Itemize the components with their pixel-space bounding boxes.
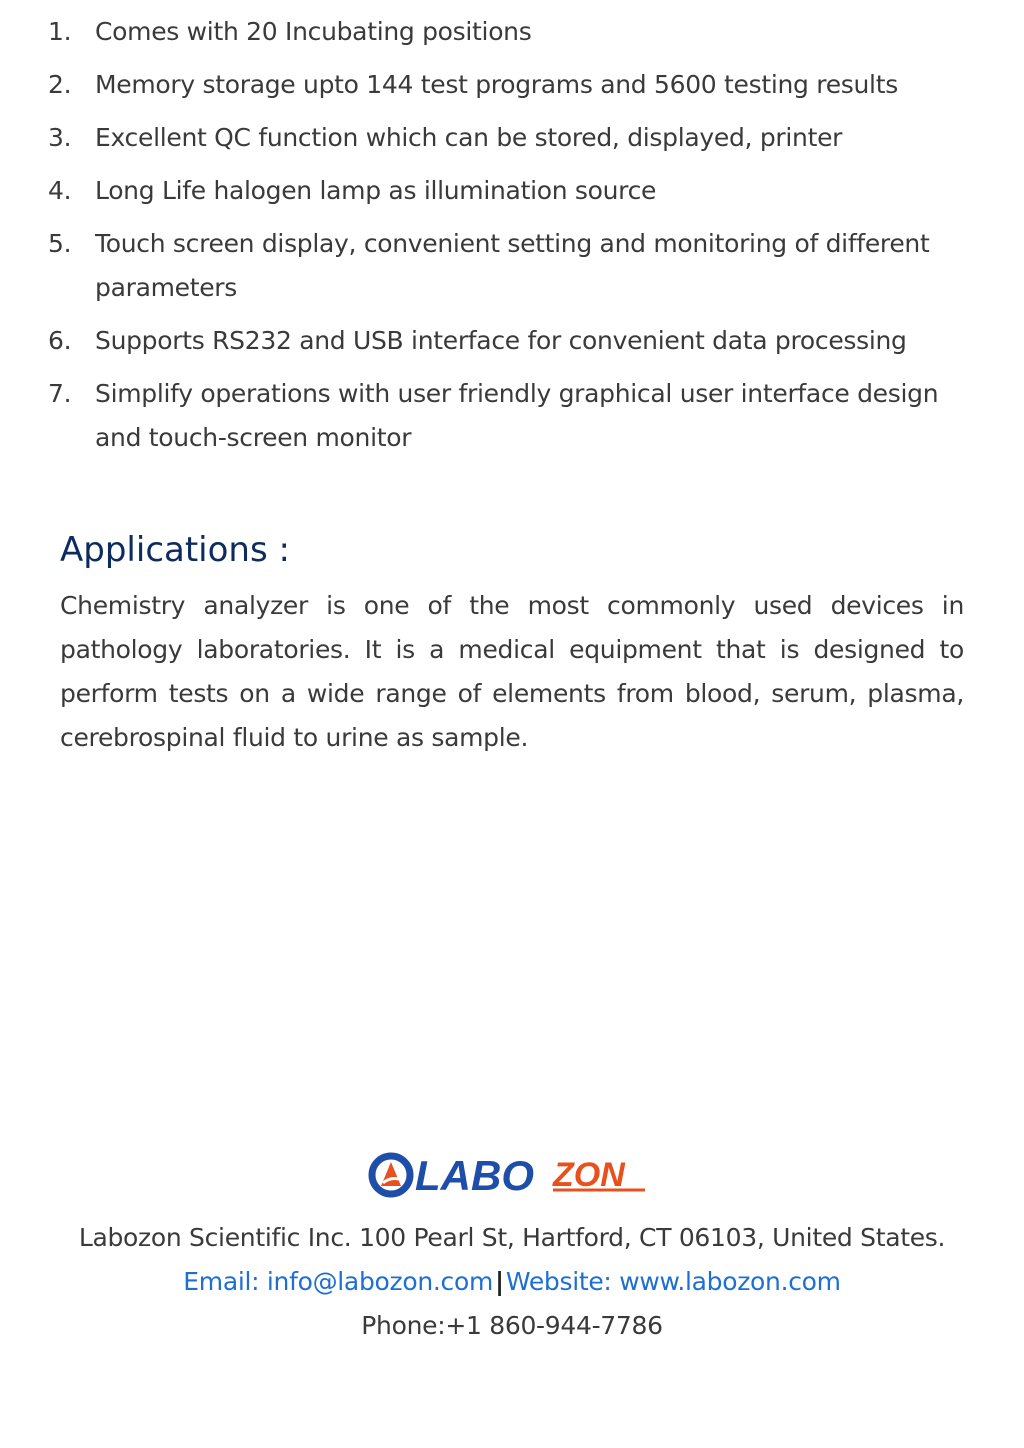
- list-item: [0, 222, 1024, 310]
- list-number: 4.: [48, 176, 72, 205]
- list-item: [0, 169, 1024, 213]
- feature-text: Simplify operations with user friendly graphical user interface design and touch-screen monitor: [95, 379, 939, 452]
- phone-number: Phone:+1 860-944-7786: [361, 1311, 663, 1340]
- company-address: Labozon Scientific Inc. 100 Pearl St, Hartford, CT 06103, United States.: [78, 1223, 946, 1252]
- logo-text-labo: LABO: [415, 1152, 534, 1199]
- logo-mark-icon: [372, 1156, 410, 1194]
- contact-line: [0, 1260, 1024, 1304]
- list-number: 7.: [48, 379, 72, 408]
- feature-text: Comes with 20 Incubating positions: [95, 17, 532, 46]
- feature-list: [0, 10, 1024, 469]
- list-number: 3.: [48, 123, 72, 152]
- list-item: [0, 319, 1024, 363]
- list-item: [0, 116, 1024, 160]
- labozon-logo: [367, 1150, 657, 1200]
- website-link[interactable]: Website: www.labozon.com: [505, 1267, 841, 1296]
- applications-heading: Applications :: [60, 530, 290, 570]
- list-number: 1.: [48, 17, 72, 46]
- list-item: [0, 10, 1024, 54]
- applications-body: Chemistry analyzer is one of the most commonly used devices in pathology laboratories. It is a medical equipment that is designed to perform tests on a wide range of elements from blood, serum, plasma, cerebrospinal fluid to urine as sample.: [60, 591, 964, 752]
- feature-text: Excellent QC function which can be stored, displayed, printer: [95, 123, 843, 152]
- list-item: [0, 372, 1024, 460]
- list-item: [0, 63, 1024, 107]
- feature-text: Supports RS232 and USB interface for convenient data processing: [95, 326, 907, 355]
- applications-section: [60, 525, 964, 760]
- list-number: 2.: [48, 70, 72, 99]
- email-link[interactable]: Email: info@labozon.com: [183, 1267, 494, 1296]
- feature-text: Touch screen display, convenient setting and monitoring of different parameters: [95, 229, 930, 302]
- separator: |: [495, 1267, 504, 1296]
- feature-text: Long Life halogen lamp as illumination source: [95, 176, 657, 205]
- logo-text-zon: ZON: [553, 1156, 625, 1194]
- feature-text: Memory storage upto 144 test programs and 5600 testing results: [95, 70, 898, 99]
- list-number: 6.: [48, 326, 72, 355]
- footer: [0, 1150, 1024, 1348]
- list-number: 5.: [48, 229, 72, 258]
